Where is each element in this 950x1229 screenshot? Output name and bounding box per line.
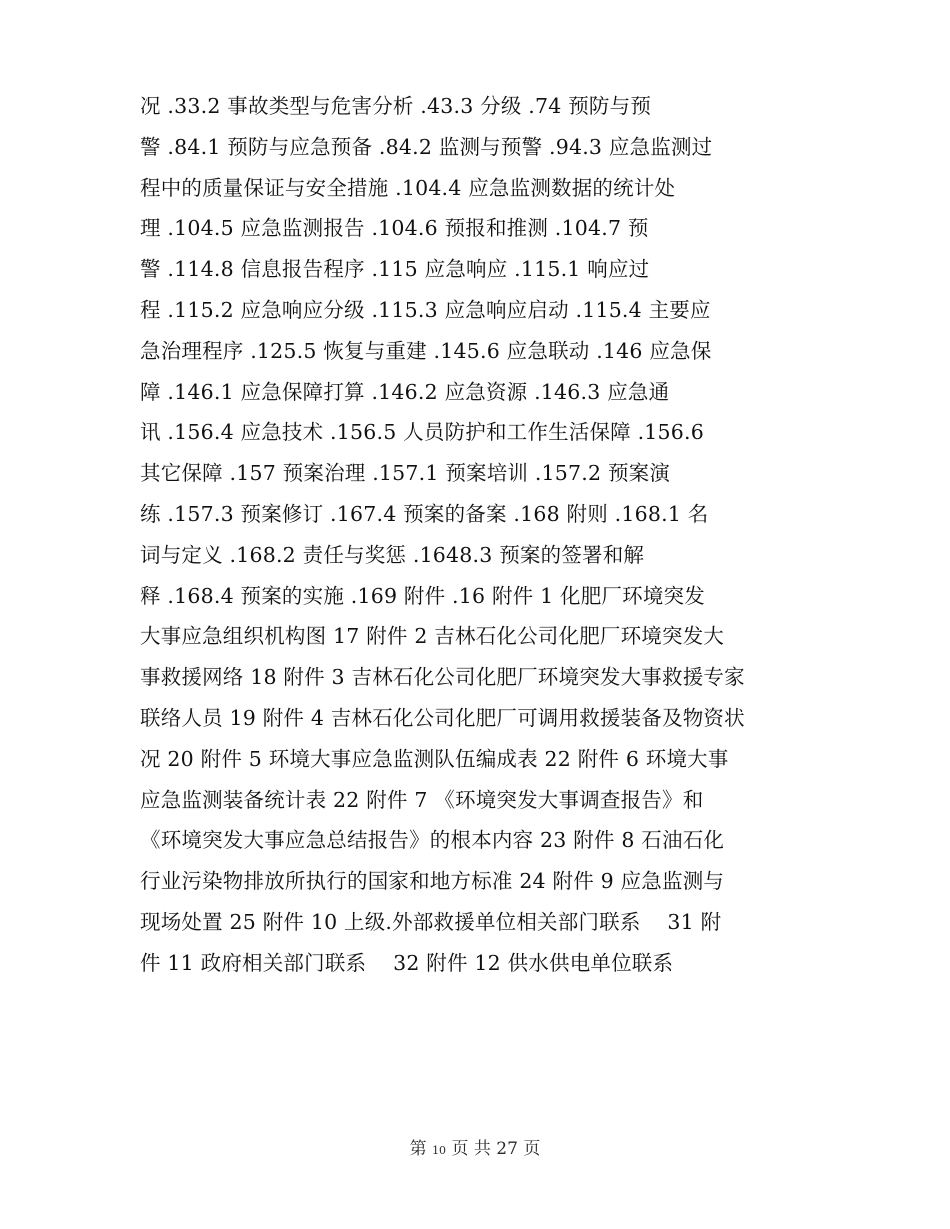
- toc-line-13: 释 .168.4 预案的实施 .169 附件 .16 附件 1 化肥厂环境突发: [140, 583, 705, 608]
- toc-line-14: 大事应急组织机构图 17 附件 2 吉林石化公司化肥厂环境突发大: [140, 624, 725, 649]
- toc-line-10: 其它保障 .157 预案治理 .157.1 预案培训 .157.2 预案演: [140, 461, 671, 486]
- toc-line-3: 程中的质量保证与安全措施 .104.4 应急监测数据的统计处: [140, 175, 676, 200]
- toc-line-17: 况 20 附件 5 环境大事应急监测队伍编成表 22 附件 6 环境大事: [140, 746, 729, 771]
- footer-suffix: 页: [517, 1139, 541, 1159]
- page-footer: [0, 1134, 950, 1159]
- toc-line-16: 联络人员 19 附件 4 吉林石化公司化肥厂可调用救援装备及物资状: [140, 705, 745, 730]
- toc-line-19: 《环境突发大事应急总结报告》的根本内容 23 附件 8 石油石化: [140, 828, 725, 853]
- toc-line-2: 警 .84.1 预防与应急预备 .84.2 监测与预警 .94.3 应急监测过: [140, 134, 713, 159]
- toc-line-12: 词与定义 .168.2 责任与奖惩 .1648.3 预案的签署和解: [140, 542, 645, 567]
- toc-line-8: 障 .146.1 应急保障打算 .146.2 应急资源 .146.3 应急通: [140, 379, 670, 404]
- toc-line-20: 行业污染物排放所执行的国家和地方标准 24 附件 9 应急监测与: [140, 869, 725, 894]
- footer-prefix: 第: [409, 1139, 433, 1159]
- toc-line-1: 况 .33.2 事故类型与危害分析 .43.3 分级 .74 预防与预: [140, 94, 652, 118]
- toc-line-21: 现场处置 25 附件 10 上级.外部救援单位相关部门联系 31 附: [140, 909, 722, 934]
- toc-line-4: 理 .104.5 应急监测报告 .104.6 预报和推测 .104.7 预: [140, 216, 649, 241]
- toc-line-11: 练 .157.3 预案修订 .167.4 预案的备案 .168 附则 .168.1 名: [140, 501, 709, 526]
- toc-line-15: 事救援网络 18 附件 3 吉林石化公司化肥厂环境突发大事救援专家: [140, 665, 745, 690]
- toc-line-9: 讯 .156.4 应急技术 .156.5 人员防护和工作生活保障 .156.6: [140, 420, 704, 445]
- footer-current-page: 10: [432, 1144, 447, 1157]
- toc-line-7: 急治理程序 .125.5 恢复与重建 .145.6 应急联动 .146 应急保: [140, 338, 712, 363]
- toc-line-22: 件 11 政府相关部门联系 32 附件 12 供水供电单位联系: [140, 950, 674, 975]
- toc-text-block: [140, 86, 820, 984]
- toc-line-18: 应急监测装备统计表 22 附件 7 《环境突发大事调查报告》和: [140, 787, 704, 812]
- toc-line-5: 警 .114.8 信息报告程序 .115 应急响应 .115.1 响应过: [140, 257, 650, 282]
- footer-middle: 页 共: [446, 1139, 497, 1159]
- toc-line-6: 程 .115.2 应急响应分级 .115.3 应急响应启动 .115.4 主要应: [140, 297, 711, 322]
- footer-total-pages: 27: [496, 1139, 518, 1159]
